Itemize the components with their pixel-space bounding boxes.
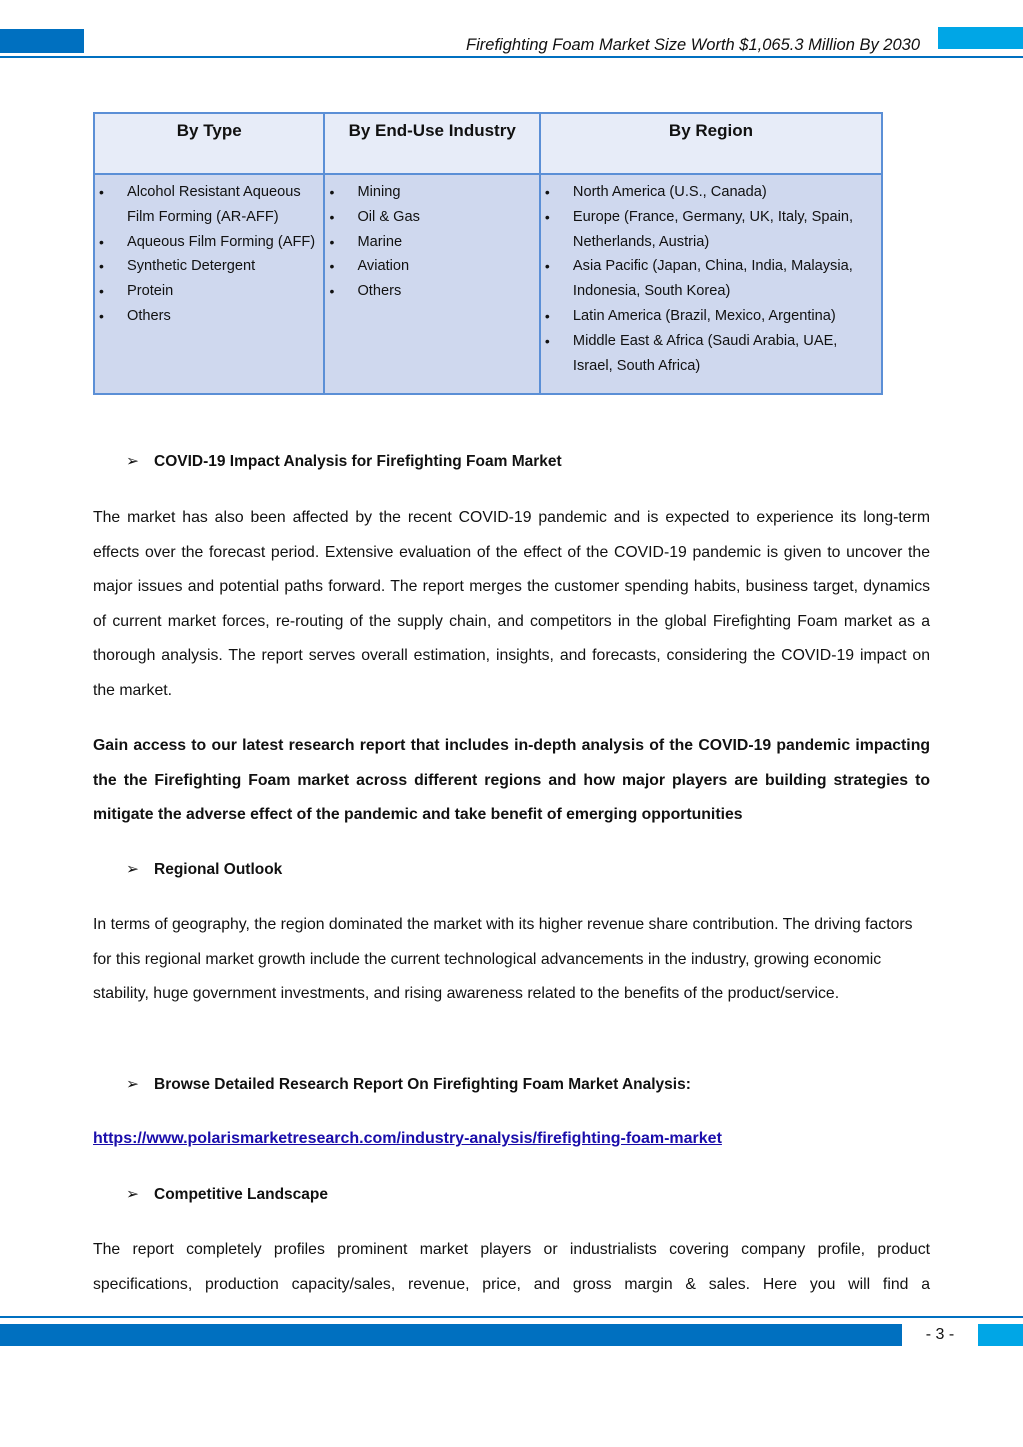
arrow-bullet-icon: ➢ <box>126 861 139 878</box>
list-item: • Oil & Gas <box>325 205 538 230</box>
covid-paragraph: The market has also been affected by the recent COVID-19 pandemic and is expected to experience its long-term effects over the forecast period. Extensive evaluation of the effect of the COVID-19 pandemic is given to uncover the major issues and potential paths forward. The report merges the customer spending habits, business target, dynamics of current market forces, re-routing of the supply chain, and competitors in the global Firefighting Foam market as a thorough analysis. The report serves overall estimation, insights, and forecasts, considering the COVID-19 impact on the market. <box>93 509 930 699</box>
covid-cta-block <box>93 729 930 833</box>
list-item: • Aqueous Film Forming (AFF) <box>95 230 323 255</box>
competitive-heading <box>126 1185 328 1204</box>
covid-heading <box>126 452 562 471</box>
regional-heading <box>126 860 282 879</box>
regional-paragraph: In terms of geography, the region dominated the market with its higher revenue share contribution. The driving factors for this regional market growth include the current technological advancements in the industry, growing economic stability, huge government investments, and rising awareness related to the benefits of the product/service. <box>93 916 913 1003</box>
arrow-bullet-icon: ➢ <box>126 1076 139 1093</box>
table-header-by-end-use: By End-Use Industry <box>324 113 539 174</box>
covid-paragraph-block <box>93 501 930 709</box>
competitive-paragraph: The report completely profiles prominent market players or industrialists covering company profile, product specifications, production capacity/sales, revenue, price, and gross margin & sales. Here you will find a <box>93 1241 930 1293</box>
competitive-paragraph-block <box>93 1233 930 1302</box>
list-item: • Aviation <box>325 254 538 279</box>
list-item: • Marine <box>325 230 538 255</box>
list-item: • Europe (France, Germany, UK, Italy, Spain, Netherlands, Austria) <box>541 205 881 255</box>
table-header-by-region: By Region <box>540 113 882 174</box>
report-link[interactable]: https://www.polarismarketresearch.com/industry-analysis/firefighting-foam-market <box>93 1130 722 1147</box>
header-divider <box>0 56 1023 58</box>
list-item: • Others <box>95 304 323 329</box>
list-item: • Mining <box>325 180 538 205</box>
page-number: - 3 - <box>925 1326 955 1343</box>
covid-cta-text: Gain access to our latest research report that includes in-depth analysis of the COVID-19 pandemic impacting the the Firefighting Foam market across different regions and how major players are building strategies to mitigate the adverse effect of the pandemic and take benefit of emerging opportunities <box>93 737 930 824</box>
regional-heading-text: Regional Outlook <box>154 861 283 878</box>
list-item: • Synthetic Detergent <box>95 254 323 279</box>
list-item: • Middle East & Africa (Saudi Arabia, UAE, Israel, South Africa) <box>541 329 881 379</box>
table-header-by-type: By Type <box>94 113 324 174</box>
page-header-title: Firefighting Foam Market Size Worth $1,065.3 Million By 2030 <box>466 36 920 54</box>
arrow-bullet-icon: ➢ <box>126 453 139 470</box>
regional-paragraph-block <box>93 908 930 1012</box>
list-item: • Others <box>325 279 538 304</box>
header-accent-left <box>0 29 84 53</box>
footer-accent-right <box>978 1324 1023 1346</box>
list-item: • North America (U.S., Canada) <box>541 180 881 205</box>
competitive-heading-text: Competitive Landscape <box>154 1186 328 1203</box>
segmentation-table <box>93 112 883 395</box>
region-cell <box>540 174 882 394</box>
browse-heading <box>126 1075 691 1094</box>
end-use-cell <box>324 174 539 394</box>
browse-heading-text: Browse Detailed Research Report On Firefighting Foam Market Analysis: <box>154 1076 691 1093</box>
covid-heading-text: COVID-19 Impact Analysis for Firefighting Foam Market <box>154 453 562 470</box>
list-item: • Alcohol Resistant Aqueous Film Forming (AR-AFF) <box>95 180 323 230</box>
list-item: • Protein <box>95 279 323 304</box>
list-item: • Asia Pacific (Japan, China, India, Malaysia, Indonesia, South Korea) <box>541 254 881 304</box>
footer-accent-left <box>0 1324 902 1346</box>
arrow-bullet-icon: ➢ <box>126 1186 139 1203</box>
footer-divider <box>0 1316 1023 1318</box>
type-cell <box>94 174 324 394</box>
header-accent-right <box>938 27 1023 49</box>
list-item: • Latin America (Brazil, Mexico, Argentina) <box>541 304 881 329</box>
